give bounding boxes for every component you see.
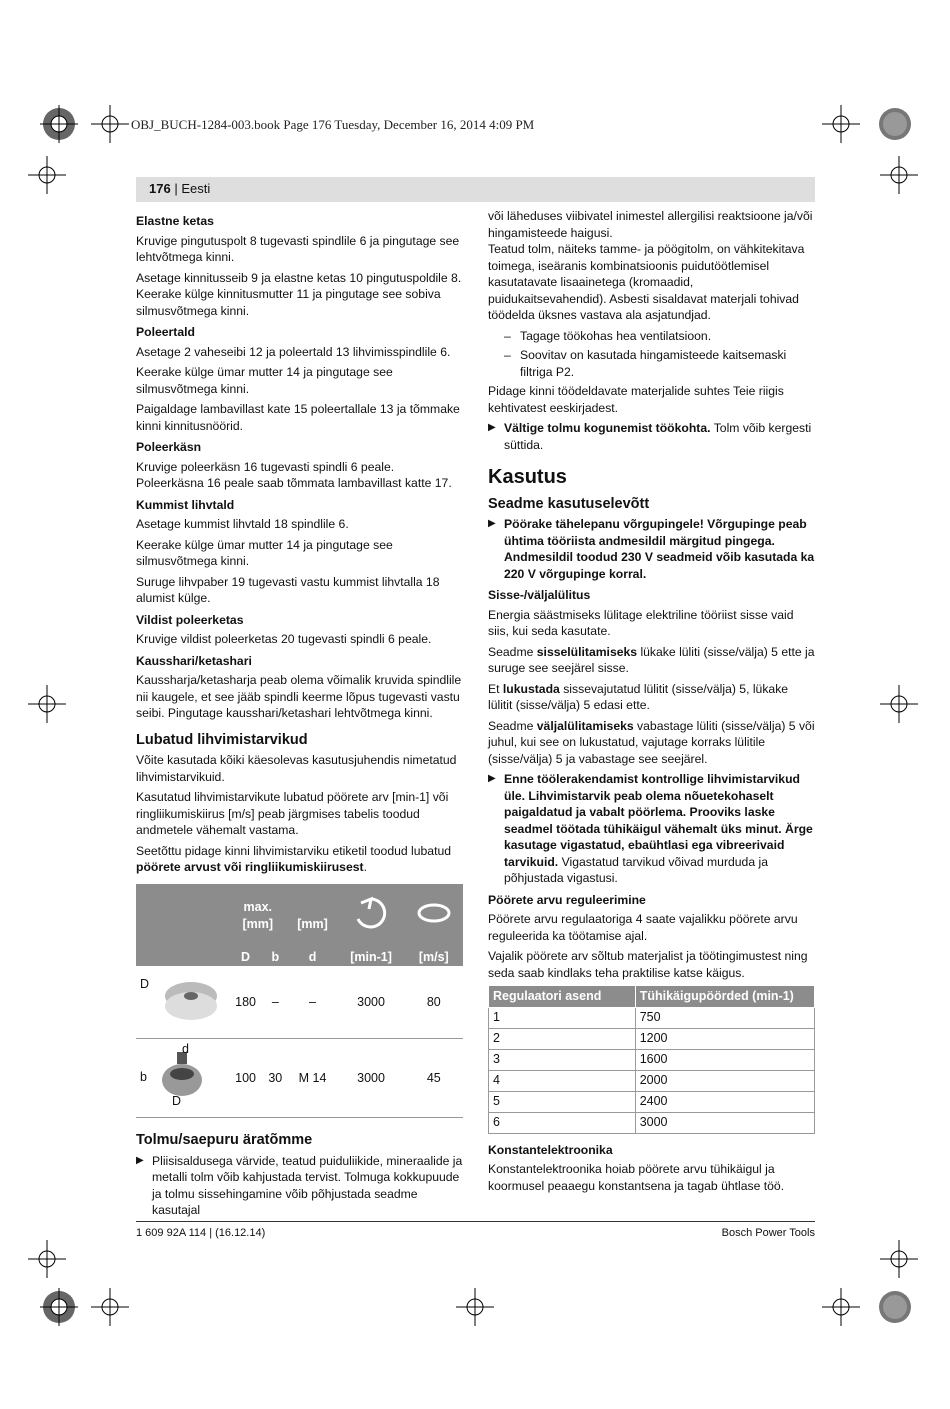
table-cell: 6 (489, 1112, 636, 1133)
text-run: . (363, 860, 367, 874)
registration-mark-bottom-left (40, 1288, 78, 1326)
dimension-label: b (140, 1070, 147, 1084)
table-header: [min-1] (338, 948, 405, 967)
section-heading: Kummist lihvtald (136, 497, 235, 512)
header-bar (136, 177, 815, 202)
dimension-label: d (182, 1042, 189, 1056)
section-heading: Konstantelektroonika (488, 1142, 613, 1157)
table-header: [mm] (242, 916, 274, 931)
text-run: sissevajutatud lülitit (sisse/välja) 5, lükake lülitit (sisse/välja) 5 edasi ette. (488, 681, 789, 712)
footer-right: Bosch Power Tools (721, 1227, 815, 1239)
list-item-text: Pliisisaldusega värvide, teatud puiduliikide, mineraalide ja metalli tolm võib kahjustada tervist. Tolmuga kokkupuude ja tolmu sissehingamine võib põhjustada seadme kasutajal (152, 1153, 463, 1217)
section-heading: Vildist poleerketas (136, 612, 244, 627)
section-heading: Tolmu/saepuru äratõmme (136, 1132, 313, 1148)
text-run: Seadme (488, 644, 537, 659)
page-number: 176 (149, 181, 171, 196)
bullet-triangle-icon: ▶ (488, 773, 496, 784)
section-heading: Elastne ketas (136, 214, 214, 228)
table-row (489, 1007, 815, 1028)
table-cell: – (263, 966, 287, 1039)
table-cell: 1 (489, 1007, 636, 1028)
text-run: lükake lüliti (sisse/välja) 5 ette ja suruge see seejärel sisse. (488, 644, 815, 675)
crosshair-mark (28, 1240, 66, 1278)
paragraph: Asetage kummist lihvtald 18 spindlile 6. (136, 517, 349, 531)
table-cell: 45 (405, 1039, 463, 1118)
section-heading: Pöörete arvu reguleerimine (488, 892, 646, 907)
circumferential-speed-icon (416, 899, 452, 927)
speed-setting-table (488, 985, 815, 1134)
table-cell: 3000 (338, 1039, 405, 1118)
paragraph: Asetage kinnitusseib 9 ja elastne ketas 10 pingutuspoldile 8. Keerake külge kinnitusmutter 11 ja pingutage see sobiva silmusvõtmega kinni. (136, 270, 462, 318)
registration-mark-bottom-right (876, 1288, 914, 1326)
table-cell: 80 (405, 966, 463, 1039)
section-heading: Poleerkäsn (136, 440, 202, 454)
list-item-text-bold: Enne töölerakendamist kontrollige lihvimistarvikud üle. Lihvimistarvik peab olema nõuetekohaselt paigaldatud ja vabalt pöörlema. Prooviks laske seadmel töötada tühikäigul vähemalt üks minut. Ärge kasutage vigastatud, ebaühtlasi ega vibreerivaid tarvikuid. (504, 772, 813, 869)
table-cell: 1200 (635, 1028, 814, 1049)
table-cell: 3000 (635, 1112, 814, 1133)
crosshair-mark (28, 685, 66, 723)
paragraph: Paigaldage lambavillast kate 15 poleertallale 13 ja tõmmake kinni kinnitusnöörid. (136, 402, 460, 433)
table-cell: 180 (228, 966, 263, 1039)
table-header: d (288, 948, 338, 967)
text-run-bold: väljalülitamiseks (536, 718, 634, 733)
table-cell: 2400 (635, 1091, 814, 1112)
list-item-text: Vigastatud tarvikud võivad murduda ja põhjustada vigastusi. (504, 854, 768, 885)
footer-left: 1 609 92A 114 | (16.12.14) (136, 1227, 266, 1239)
dimension-label: D (140, 977, 150, 991)
table-row (489, 1070, 815, 1091)
list-item-text: Tagage töökohas hea ventilatsioon. (520, 328, 712, 343)
paragraph (488, 681, 815, 714)
paragraph: Keerake külge ümar mutter 14 ja pingutage see silmusvõtmega kinni. (136, 365, 393, 396)
rotation-icon (351, 895, 391, 931)
paragraph: või läheduses viibivatel inimestel allergilisi reaktsioone ja/või hingamisteede haigusi. (488, 209, 813, 240)
page-header: 176 | Eesti (149, 181, 211, 196)
text-run-bold: pöörete arvust või ringliikumiskiirusest (136, 860, 364, 874)
accessory-speed-table (136, 884, 463, 1119)
table-cell: 1600 (635, 1049, 814, 1070)
speed-icon-cell (405, 884, 463, 948)
paragraph: Suruge lihvpaber 19 tugevasti vastu kummist lihvtalla 18 alumist külge. (136, 574, 440, 605)
crosshair-mark (822, 1288, 860, 1326)
table-header (288, 884, 338, 948)
paragraph: Kasutatud lihvimistarvikute lubatud pöörete arv [min-1] või ringliikumiskiirus [m/s] peab järgmises tabelis toodud andmetele vähemalt vastama. (136, 790, 449, 837)
table-cell: – (288, 966, 338, 1039)
text-run-bold: sisselülitamiseks (536, 644, 638, 659)
section-heading: Poleertald (136, 325, 195, 339)
list-item: – Tagage töökohas hea ventilatsioon. (504, 328, 712, 343)
paragraph: Teatud tolm, näiteks tamme- ja pöögitolm, on vähkitekitava toimega, iseäranis kombinatsioonis puidutöötlemisel kasutatavate lisaainetega (kromaadid, puidukaitsevahendid). Asbesti sisaldavat materjali tohivad töödelda üksnes vastava ala asjatundjad. (488, 242, 805, 322)
crosshair-mark (880, 685, 918, 723)
table-cell: 750 (635, 1007, 814, 1028)
paragraph: Energia säästmiseks lülitage elektriline tööriist sisse vaid siis, kui seda kasutate. (488, 607, 794, 638)
header-language: Eesti (181, 181, 211, 196)
table-cell: 5 (489, 1091, 636, 1112)
paragraph: Kruvige pingutuspolt 8 tugevasti spindlile 6 ja pingutage see lehtvõtmega kinni. (136, 233, 460, 264)
text-run: Seetõttu pidage kinni lihvimistarviku etiketil toodud lubatud (136, 843, 452, 858)
crosshair-mark (880, 156, 918, 194)
paragraph (136, 843, 463, 876)
paragraph (488, 644, 815, 677)
section-heading: Kausshari/ketashari (136, 653, 252, 668)
table-header: Tühikäigupöörded (min-1) (635, 986, 814, 1008)
section-heading: Seadme kasutuselevõtt (488, 495, 650, 512)
table-cell: 100 (228, 1039, 263, 1118)
paragraph: Asetage 2 vaheseibi 12 ja poleertald 13 lihvimisspindlile 6. (136, 344, 451, 359)
table-header (228, 884, 288, 948)
table-cell: 2000 (635, 1070, 814, 1091)
book-slug: OBJ_BUCH-1284-003.book Page 176 Tuesday, December 16, 2014 4:09 PM (131, 117, 535, 132)
paragraph: Pidage kinni töödeldavate materjalide suhtes Teie riigis kehtivatest eeskirjadest. (488, 384, 784, 415)
footer-rule (136, 1221, 815, 1222)
text-run: Et (488, 681, 503, 696)
paragraph: Kruvige poleerkäsn 16 tugevasti spindli 6 peale. Poleerkäsna 16 peale saab tõmmata lambavillast katte 17. (136, 459, 452, 490)
text-run: vabastage lüliti (sisse/välja) 5 või juhul, kui see on lukustatud, vajutage korraks lülitile (sisse/välja) 5 ja vabastage see seejärel. (488, 718, 815, 766)
table-row (489, 1049, 815, 1070)
table-header: [m/s] (405, 948, 463, 967)
crosshair-mark (456, 1288, 494, 1326)
section-heading: Lubatud lihvimistarvikud (136, 731, 308, 748)
table-row (136, 966, 463, 1039)
table-header: D (228, 948, 263, 967)
table-row (136, 1039, 463, 1118)
crosshair-mark (28, 156, 66, 194)
left-column (136, 208, 463, 1223)
bullet-triangle-icon: ▶ (136, 1154, 144, 1166)
table-cell: 2 (489, 1028, 636, 1049)
table-cell: 3000 (338, 966, 405, 1039)
chapter-heading: Kasutus (488, 466, 567, 488)
right-column (488, 208, 815, 1198)
list-item (488, 420, 815, 453)
list-item: – Soovitav on kasutada hingamisteede kaitsemaski filtriga P2. (504, 348, 787, 379)
table-row (489, 1028, 815, 1049)
table-header: b (263, 948, 287, 967)
paragraph: Kaussharja/ketasharja peab olema võimalik kruvida spindlile nii kaugele, et see jääb spindli keerme lõpus tugevasti vastu seibi. Pingutage kausshari/ketashari lehtvõtmega kinni. (136, 673, 462, 720)
paragraph: Konstantelektroonika hoiab pöörete arvu tühikäigul ja koormusel peaaegu konstantsena ja tagab ühtlase töö. (488, 1162, 785, 1193)
text-run-bold: lukustada (502, 681, 560, 696)
crosshair-mark (91, 105, 129, 143)
grinding-disc-icon (143, 972, 223, 1028)
list-item-text-bold: Vältige tolmu kogunemist töökohta. (504, 421, 711, 435)
registration-mark-top-left (40, 105, 78, 143)
paragraph: Pöörete arvu regulaatoriga 4 saate vajalikku pöörete arvu reguleerida ka töötamise ajal. (488, 912, 798, 943)
paragraph: Keerake külge ümar mutter 14 ja pingutage see silmusvõtmega kinni. (136, 537, 393, 568)
bullet-triangle-icon: ▶ (488, 518, 496, 529)
section-heading: Sisse-/väljalülitus (488, 588, 591, 602)
table-cell: 3 (489, 1049, 636, 1070)
text-run: Seadme (488, 718, 537, 733)
table-row (489, 1112, 815, 1133)
table-cell: 4 (489, 1070, 636, 1091)
crosshair-mark (822, 105, 860, 143)
rpm-icon-cell (338, 884, 405, 948)
paragraph (488, 718, 815, 768)
table-row (489, 1091, 815, 1112)
crosshair-mark (880, 1240, 918, 1278)
dimension-label: D (172, 1094, 182, 1108)
list-item-text: Tolm võib kergesti süttida. (504, 421, 812, 452)
table-body (489, 1007, 815, 1133)
list-item-text: Soovitav on kasutada hingamisteede kaitsemaski filtriga P2. (520, 348, 787, 379)
list-item (488, 516, 815, 582)
table-cell: M 14 (288, 1039, 338, 1118)
table-header: Regulaatori asend (489, 986, 636, 1008)
registration-mark-top-right (876, 105, 914, 143)
paragraph: Vajalik pöörete arv sõltub materjalist ja töötingimustest ning seda saab kindlaks teha praktilise katse käigus. (488, 949, 808, 980)
list-item-text-bold: Pöörake tähelepanu võrgupingele! Võrgupinge peab ühtima tööriista andmesildil märgitud pingega. Andmesildil toodud 230 V seadmeid võib kasutada ka 220 V võrgupinge korral. (504, 517, 815, 581)
table-header: max. (243, 900, 273, 914)
bullet-triangle-icon: ▶ (488, 422, 496, 433)
list-item (136, 1153, 463, 1219)
table-header: [mm] (297, 916, 328, 931)
table-cell: 30 (263, 1039, 287, 1118)
paragraph: Kruvige vildist poleerketas 20 tugevasti spindli 6 peale. (136, 632, 432, 646)
crosshair-mark (91, 1288, 129, 1326)
paragraph: Võite kasutada kõiki käesolevas kasutusjuhendis nimetatud lihvimistarvikuid. (136, 753, 457, 784)
list-item (488, 771, 815, 887)
